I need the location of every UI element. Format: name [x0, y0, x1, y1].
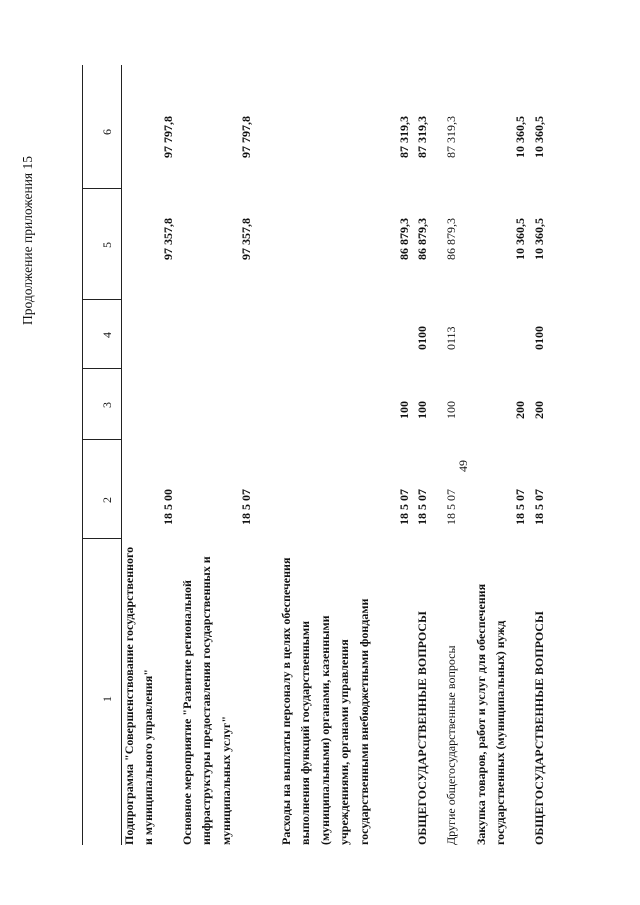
row-7-rz: 0100 — [532, 326, 546, 350]
row-5-code: 18 5 07 — [444, 489, 458, 525]
row-4-value-6: 87 319,3 — [415, 116, 429, 158]
row-4-value-5: 86 879,3 — [415, 218, 429, 260]
row-4-name: ОБЩЕГОСУДАРСТВЕННЫЕ ВОПРОСЫ — [415, 611, 429, 845]
row-7-value-5: 10 360,5 — [532, 218, 546, 260]
row-4-vr: 100 — [415, 401, 429, 419]
row-6-value-5: 10 360,5 — [513, 218, 527, 260]
column-divider — [82, 188, 122, 189]
column-header-1: 1 — [100, 696, 114, 702]
column-header-4: 4 — [100, 332, 114, 338]
column-header-3: 3 — [100, 402, 114, 408]
row-4-rz: 0100 — [415, 326, 429, 350]
row-2-name: Основное мероприятие "Развитие региональной инфраструктуры предоставления государственных и муниципальных услуг" — [180, 556, 233, 845]
row-5-vr: 100 — [444, 401, 458, 419]
row-5-value-5: 86 879,3 — [444, 218, 458, 260]
column-divider — [82, 299, 122, 300]
row-2-value-6: 97 797,8 — [239, 116, 253, 158]
page-number: 49 — [456, 460, 470, 472]
row-5-value-6: 87 319,3 — [444, 116, 458, 158]
row-6-code: 18 5 07 — [513, 489, 527, 525]
row-1-code: 18 5 00 — [161, 489, 175, 525]
row-2-code: 18 5 07 — [239, 489, 253, 525]
row-1-name: Подпрограмма "Совершенствование государственного и муниципального управления" — [122, 546, 156, 845]
row-3-value-6: 87 319,3 — [397, 116, 411, 158]
row-4-code: 18 5 07 — [415, 489, 429, 525]
table-top-rule — [82, 65, 83, 845]
row-7-code: 18 5 07 — [532, 489, 546, 525]
row-3-code: 18 5 07 — [397, 489, 411, 525]
column-divider — [82, 439, 122, 440]
row-5-name: Другие общегосударственные вопросы — [444, 645, 458, 845]
row-3-value-5: 86 879,3 — [397, 218, 411, 260]
row-1-value-6: 97 797,8 — [161, 116, 175, 158]
column-divider — [82, 368, 122, 369]
column-divider — [82, 538, 122, 539]
row-3-name: Расходы на выплаты персоналу в целях обеспечения выполнения функций государственными (муниципальными) органами, казенными учреждениями, органами управления государственными внебюджетными фондами — [279, 557, 371, 845]
column-header-2: 2 — [100, 497, 114, 503]
row-5-rz: 0113 — [444, 326, 458, 350]
column-header-6: 6 — [100, 129, 114, 135]
row-7-value-6: 10 360,5 — [532, 116, 546, 158]
row-6-vr: 200 — [513, 401, 527, 419]
row-3-vr: 100 — [397, 401, 411, 419]
column-header-5: 5 — [100, 242, 114, 248]
row-6-value-6: 10 360,5 — [513, 116, 527, 158]
row-6-name: Закупка товаров, работ и услуг для обеспечения государственных (муниципальных) нужд — [474, 583, 508, 845]
row-2-value-5: 97 357,8 — [239, 218, 253, 260]
row-7-vr: 200 — [532, 401, 546, 419]
row-1-value-5: 97 357,8 — [161, 218, 175, 260]
row-7-name: ОБЩЕГОСУДАРСТВЕННЫЕ ВОПРОСЫ — [532, 611, 546, 845]
appendix-caption: Продолжение приложения 15 — [20, 155, 35, 325]
